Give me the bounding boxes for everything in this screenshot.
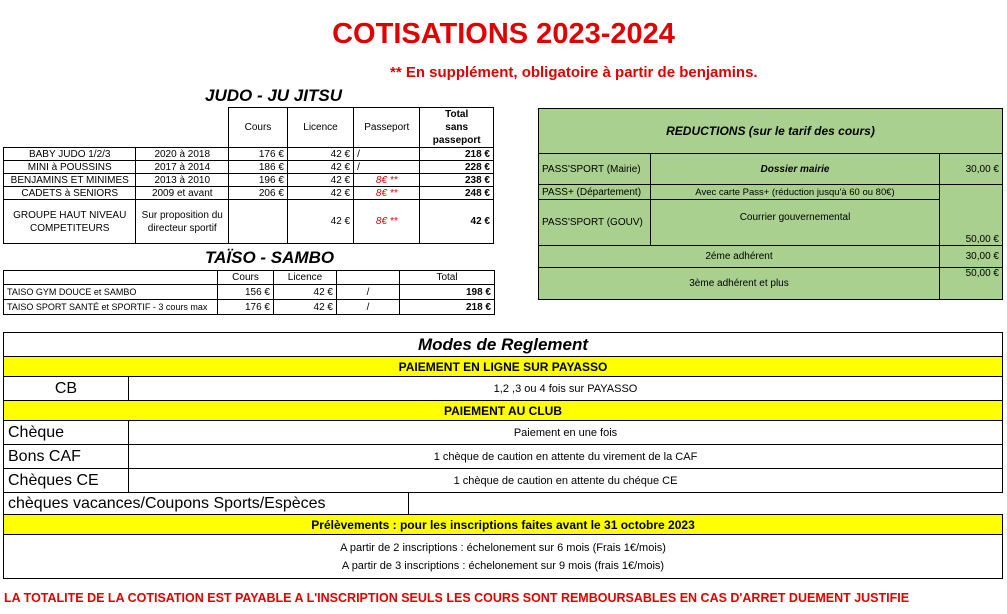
row-licence: 42 € bbox=[287, 200, 353, 244]
table-row bbox=[4, 161, 494, 174]
row-licence: 42 € bbox=[287, 187, 353, 200]
row-label: Bons CAF bbox=[4, 445, 129, 469]
row-label: Chèques CE bbox=[4, 469, 129, 493]
row-total: 228 € bbox=[420, 161, 494, 174]
header-passeport: Passeport bbox=[354, 108, 420, 148]
prelevement-heading: Prélèvements : pour les inscriptions faites avant le 31 octobre 2023 bbox=[4, 515, 1003, 535]
prelevement-line: A partir de 3 inscriptions : échelonement sur 9 mois (frais 1€/mois) bbox=[341, 559, 665, 572]
row-amount: 30,00 € bbox=[940, 154, 1003, 185]
row-licence: 42 € bbox=[287, 148, 353, 161]
row-licence: 42 € bbox=[274, 285, 337, 300]
row-name: TAISO SPORT SANTÉ et SPORTIF - 3 cours max bbox=[4, 300, 218, 315]
judo-heading: JUDO - JU JITSU bbox=[205, 86, 342, 105]
taiso-table bbox=[3, 270, 495, 315]
row-label: PASS+ (Département) bbox=[539, 185, 651, 200]
row-total: 198 € bbox=[400, 285, 495, 300]
row-passeport: 8€ ** bbox=[354, 174, 420, 187]
row-name: BENJAMINS ET MINIMES bbox=[4, 174, 136, 187]
header-licence: Licence bbox=[274, 271, 337, 285]
row-passeport: / bbox=[337, 300, 400, 315]
table-row bbox=[539, 154, 1003, 185]
row-name: BABY JUDO 1/2/3 bbox=[4, 148, 136, 161]
row-label: PASS'SPORT (GOUV) bbox=[539, 200, 651, 246]
prelevement-line: A partir de 2 inscriptions : échelonement sur 6 mois (Frais 1€/mois) bbox=[340, 541, 666, 554]
row-cours: 176 € bbox=[218, 300, 274, 315]
table-row bbox=[539, 268, 1003, 300]
row-total: 42 € bbox=[420, 200, 494, 244]
table-row bbox=[539, 200, 1003, 246]
row-amount: 50,00 € bbox=[940, 268, 1003, 300]
header-cours: Cours bbox=[218, 271, 274, 285]
table-row bbox=[4, 377, 1003, 401]
table-row bbox=[4, 174, 494, 187]
row-years: 2009 et avant bbox=[136, 187, 229, 200]
header-cours: Cours bbox=[229, 108, 288, 148]
row-passeport: / bbox=[354, 161, 420, 174]
taiso-header-row bbox=[4, 271, 495, 285]
row-detail: 1 chèque de caution en attente du chéque CE bbox=[129, 469, 1003, 493]
club-heading: PAIEMENT AU CLUB bbox=[4, 401, 1003, 421]
row-name: GROUPE HAUT NIVEAU COMPETITEURS bbox=[4, 200, 136, 244]
row-detail: 2éme adhérent bbox=[539, 246, 940, 268]
row-passeport: 8€ ** bbox=[354, 200, 420, 244]
row-detail: 3ème adhérent et plus bbox=[539, 268, 940, 300]
row-total: 248 € bbox=[420, 187, 494, 200]
table-row bbox=[539, 246, 1003, 268]
row-label: PASS'SPORT (Mairie) bbox=[539, 154, 651, 185]
row-years: 2013 à 2010 bbox=[136, 174, 229, 187]
row-label: chèques vacances/Coupons Sports/Espèces bbox=[4, 493, 409, 515]
online-heading: PAIEMENT EN LIGNE SUR PAYASSO bbox=[4, 357, 1003, 377]
row-detail: 1 chèque de caution en attente du virement de la CAF bbox=[129, 445, 1003, 469]
row-licence: 42 € bbox=[287, 174, 353, 187]
footer-notice: LA TOTALITE DE LA COTISATION EST PAYABLE A L'INSCRIPTION SEULS LES COURS SONT REMBOURSABLES EN CAS D'ARRET DUEMENT JUSTIFIE bbox=[4, 591, 910, 605]
table-row bbox=[4, 445, 1003, 469]
header-total: Total bbox=[400, 271, 495, 285]
table-row bbox=[4, 421, 1003, 445]
row-cours: 186 € bbox=[229, 161, 288, 174]
row-label: CB bbox=[4, 377, 129, 401]
row-cours: 206 € bbox=[229, 187, 288, 200]
prelevement-details bbox=[4, 535, 1003, 579]
row-name: TAISO GYM DOUCE et SAMBO bbox=[4, 285, 218, 300]
reductions-heading: REDUCTIONS (sur le tarif des cours) bbox=[539, 109, 1003, 154]
row-cours: 156 € bbox=[218, 285, 274, 300]
row-name: CADETS à SENIORS bbox=[4, 187, 136, 200]
table-row bbox=[4, 493, 1003, 515]
row-detail: Avec carte Pass+ (réduction jusqu'à 60 ou 80€) bbox=[651, 185, 940, 200]
row-label: Chèque bbox=[4, 421, 129, 445]
row-licence: 42 € bbox=[274, 300, 337, 315]
modes-table bbox=[3, 332, 1003, 579]
header-licence: Licence bbox=[287, 108, 353, 148]
table-row bbox=[4, 300, 495, 315]
row-passeport: 8€ ** bbox=[354, 187, 420, 200]
row-years: 2017 à 2014 bbox=[136, 161, 229, 174]
row-cours bbox=[229, 200, 288, 244]
row-detail: Courrier gouvernemental bbox=[651, 200, 940, 246]
row-total: 218 € bbox=[400, 300, 495, 315]
table-row bbox=[539, 185, 1003, 200]
table-row bbox=[4, 148, 494, 161]
row-name: MINI à POUSSINS bbox=[4, 161, 136, 174]
row-detail: 1,2 ,3 ou 4 fois sur PAYASSO bbox=[129, 377, 1003, 401]
taiso-heading: TAÏSO - SAMBO bbox=[205, 248, 335, 267]
header-total: Total sans passeport bbox=[420, 108, 494, 148]
row-amount: 30,00 € bbox=[940, 246, 1003, 268]
page-title: COTISATIONS 2023-2024 bbox=[332, 18, 675, 50]
table-row bbox=[4, 285, 495, 300]
table-row bbox=[4, 469, 1003, 493]
row-years: Sur proposition du directeur sportif bbox=[136, 200, 229, 244]
judo-header-row bbox=[4, 108, 494, 148]
row-detail: Paiement en une fois bbox=[129, 421, 1003, 445]
row-years: 2020 à 2018 bbox=[136, 148, 229, 161]
row-amount: 50,00 € bbox=[940, 185, 1003, 246]
row-cours: 196 € bbox=[229, 174, 288, 187]
reductions-table bbox=[538, 108, 1003, 300]
row-total: 218 € bbox=[420, 148, 494, 161]
supplement-note: ** En supplément, obligatoire à partir de benjamins. bbox=[390, 64, 758, 81]
row-passeport: / bbox=[337, 285, 400, 300]
row-passeport: / bbox=[354, 148, 420, 161]
row-cours: 176 € bbox=[229, 148, 288, 161]
row-licence: 42 € bbox=[287, 161, 353, 174]
table-row bbox=[4, 200, 494, 244]
judo-table bbox=[3, 107, 494, 244]
row-detail: Dossier mairie bbox=[651, 154, 940, 185]
modes-heading: Modes de Reglement bbox=[4, 333, 1003, 357]
row-total: 238 € bbox=[420, 174, 494, 187]
table-row bbox=[4, 187, 494, 200]
